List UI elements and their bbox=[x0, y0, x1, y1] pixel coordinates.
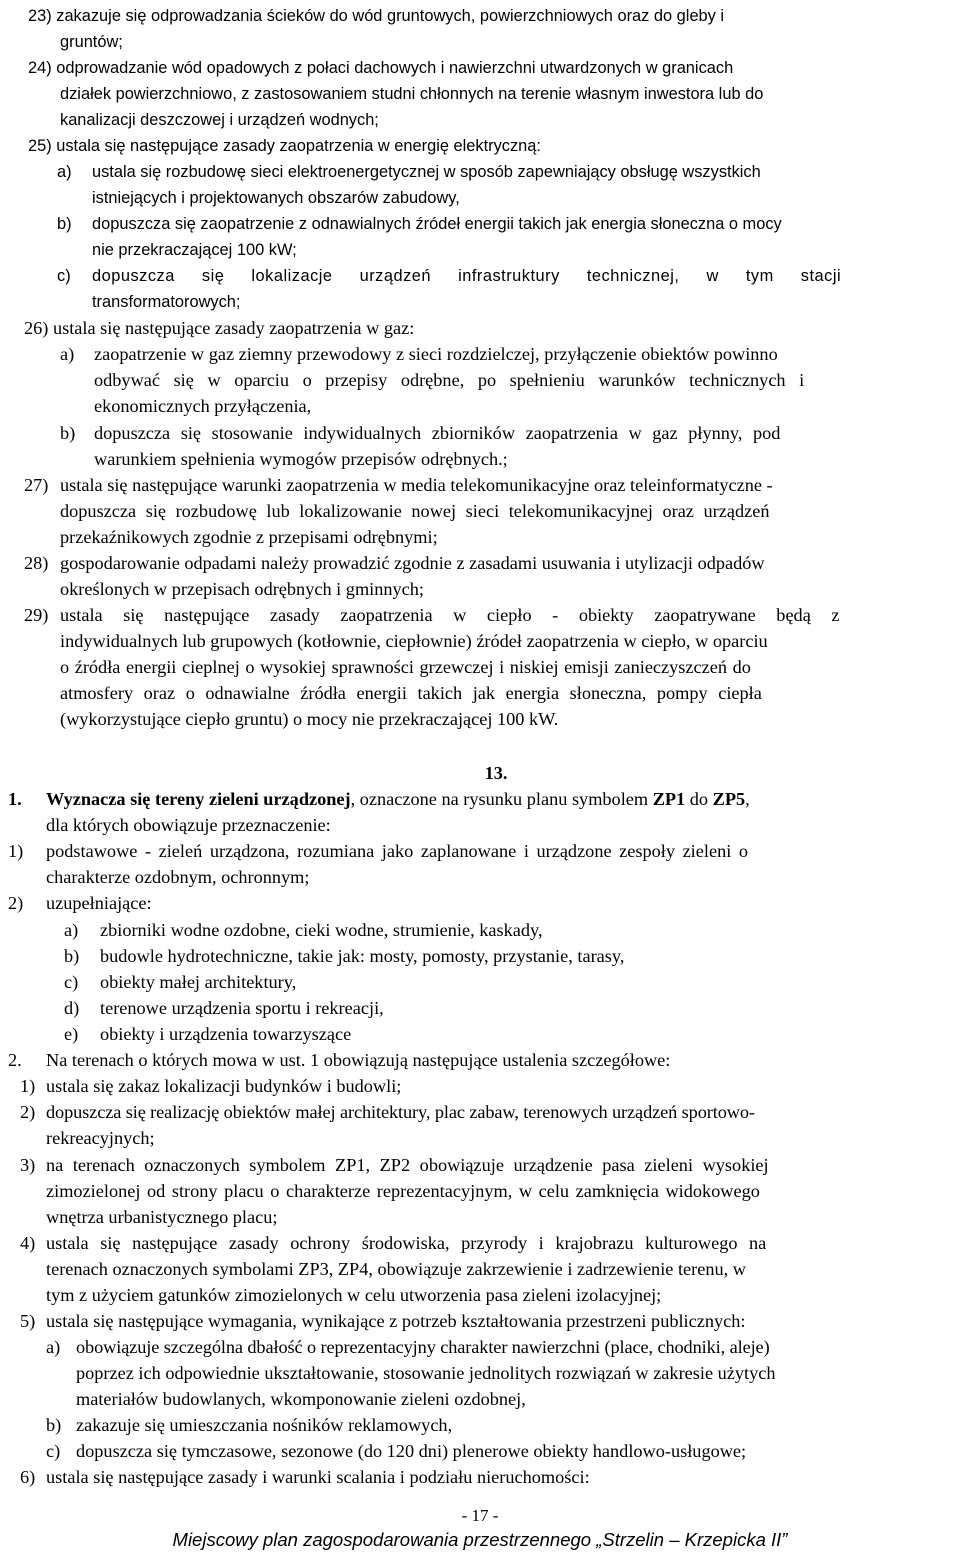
text-line: atmosfery oraz o odnawialne źródła energii takich jak energia słoneczna, pompy ciepła bbox=[60, 683, 762, 703]
list-item: b) bbox=[60, 423, 76, 443]
text-line: indywidualnych lub grupowych (kotłownie, ciepłownie) źródeł zaopatrzenia w ciepło, w oparciu bbox=[60, 631, 768, 651]
list-item: 1) bbox=[8, 841, 24, 861]
text-line: budowle hydrotechniczne, takie jak: mosty, pomosty, przystanie, tarasy, bbox=[100, 946, 625, 966]
text-line: dopuszcza się realizację obiektów małej architektury, plac zabaw, terenowych urządzeń sportowo- bbox=[46, 1102, 755, 1122]
text-line: określonych w przepisach odrębnych i gminnych; bbox=[60, 579, 425, 599]
text-line: ustala się następujące zasady ochrony środowiska, przyrody i krajobrazu kulturowego na bbox=[46, 1233, 767, 1253]
text-line: zaopatrzenie w gaz ziemny przewodowy z sieci rozdzielczej, przyłączenie obiektów powinno bbox=[94, 344, 778, 364]
text-line: dla których obowiązuje przeznaczenie: bbox=[46, 815, 331, 835]
list-item: 29) bbox=[24, 605, 49, 625]
text-line: ustala się zakaz lokalizacji budynków i budowli; bbox=[46, 1076, 402, 1096]
text-line: (wykorzystujące ciepło gruntu) o mocy nie przekraczającej 100 kW. bbox=[60, 709, 559, 729]
text-line: o źródła energii cieplnej o wysokiej sprawności grzewczej i niskiej emisji zanieczyszczeń do bbox=[60, 657, 751, 677]
text-line: obowiązuje szczególna dbałość o reprezentacyjny charakter nawierzchni (place, chodniki, aleje) bbox=[76, 1337, 770, 1357]
text-line: dopuszcza się rozbudowę lub lokalizowanie nowej sieci telekomunikacyjnej oraz urządzeń bbox=[60, 501, 770, 521]
text-line: terenowe urządzenia sportu i rekreacji, bbox=[100, 998, 384, 1018]
text-line: obiekty i urządzenia towarzyszące bbox=[100, 1024, 352, 1044]
list-item: e) bbox=[64, 1024, 79, 1044]
list-item: 6) bbox=[20, 1467, 36, 1487]
list-item: 1) bbox=[20, 1076, 36, 1096]
text-line: 24) odprowadzanie wód opadowych z połaci dachowych i nawierzchni utwardzonych w granicach bbox=[28, 59, 734, 77]
section-heading: 13. bbox=[484, 763, 508, 783]
text-line: ustala się następujące zasady zaopatrzenia w ciepło - obiekty zaopatrywane będą z bbox=[60, 605, 840, 625]
list-item: 2) bbox=[8, 893, 24, 913]
list-item: 4) bbox=[20, 1233, 36, 1253]
list-item: 3) bbox=[20, 1155, 36, 1175]
text-line: na terenach oznaczonych symbolem ZP1, ZP2 obowiązuje urządzenie pasa zieleni wysokiej bbox=[46, 1155, 769, 1175]
text-line: podstawowe - zieleń urządzona, rozumiana jako zaplanowane i urządzone zespoły zieleni o bbox=[46, 841, 748, 861]
text-line: uzupełniające: bbox=[46, 893, 152, 913]
text-line: kanalizacji deszczowej i urządzeń wodnych; bbox=[60, 111, 379, 129]
text-line: materiałów budowlanych, wkomponowanie zieleni ozdobnej, bbox=[76, 1389, 526, 1409]
text-line: ustala się następujące wymagania, wynikające z potrzeb kształtowania przestrzeni publicznych: bbox=[46, 1311, 746, 1331]
text-line: rekreacyjnych; bbox=[46, 1128, 155, 1148]
text-line: warunkiem spełnienia wymogów przepisów odrębnych.; bbox=[94, 449, 508, 469]
list-item: 27) bbox=[24, 475, 49, 495]
text-line: działek powierzchniowo, z zastosowaniem studni chłonnych na terenie własnym inwestora lub do bbox=[60, 85, 764, 103]
text-line: gruntów; bbox=[60, 33, 123, 51]
text-line: ustala się następujące warunki zaopatrzenia w media telekomunikacyjne oraz teleinformatyczne - bbox=[60, 475, 773, 495]
list-item: c) bbox=[64, 972, 79, 992]
list-item: 2. bbox=[8, 1050, 22, 1070]
list-item: a) bbox=[60, 344, 75, 364]
list-item: d) bbox=[64, 998, 80, 1018]
text-line: 25) ustala się następujące zasady zaopatrzenia w energię elektryczną: bbox=[28, 137, 541, 155]
list-item: c) bbox=[46, 1441, 61, 1461]
text-line: zakazuje się umieszczania nośników reklamowych, bbox=[76, 1415, 453, 1435]
text-line: zimozielonej od strony placu o charakterze reprezentacyjnym, w celu zamknięcia widokowego bbox=[46, 1181, 760, 1201]
text-line: tym z użyciem gatunków zimozielonych w celu utworzenia pasa zieleni izolacyjnej; bbox=[46, 1285, 662, 1305]
text-line: obiekty małej architektury, bbox=[100, 972, 297, 992]
list-item: a) bbox=[64, 920, 79, 940]
text-line: wnętrza urbanistycznego placu; bbox=[46, 1207, 278, 1227]
text-line: odbywać się w oparciu o przepisy odrębne, po spełnieniu warunków technicznych i bbox=[94, 370, 805, 390]
text-line: istniejących i projektowanych obszarów zabudowy, bbox=[92, 189, 460, 207]
page-footer: Miejscowy plan zagospodarowania przestrzennego „Strzelin – Krzepicka II” bbox=[172, 1529, 788, 1550]
text-line: charakterze ozdobnym, ochronnym; bbox=[46, 867, 310, 887]
text-line: 23) zakazuje się odprowadzania ścieków do wód gruntowych, powierzchniowych oraz do gleby i bbox=[28, 7, 725, 25]
list-item: 26) ustala się następujące zasady zaopatrzenia w gaz: bbox=[24, 318, 415, 338]
text-line: dopuszcza się tymczasowe, sezonowe (do 120 dni) plenerowe obiekty handlowo-usługowe; bbox=[76, 1441, 747, 1461]
text-line: ekonomicznych przyłączenia, bbox=[94, 396, 312, 416]
page-number: - 17 - bbox=[461, 1506, 499, 1525]
text-line: dopuszcza się stosowanie indywidualnych zbiorników zaopatrzenia w gaz płynny, pod bbox=[94, 423, 781, 443]
list-item: 28) bbox=[24, 553, 49, 573]
text-line: zbiorniki wodne ozdobne, cieki wodne, strumienie, kaskady, bbox=[100, 920, 543, 940]
text-line: poprzez ich odpowiednie ukształtowanie, stosowanie jednolitych rozwiązań w zakresie użytych bbox=[76, 1363, 776, 1383]
text-line: nie przekraczającej 100 kW; bbox=[92, 241, 297, 259]
text-line: ustala się następujące zasady i warunki scalania i podziału nieruchomości: bbox=[46, 1467, 590, 1487]
text-line: Na terenach o których mowa w ust. 1 obowiązują następujące ustalenia szczegółowe: bbox=[46, 1050, 671, 1070]
list-item: b) bbox=[46, 1415, 62, 1435]
text-line: gospodarowanie odpadami należy prowadzić zgodnie z zasadami usuwania i utylizacji odpadów bbox=[60, 553, 765, 573]
document-page: 23) zakazuje się odprowadzania ścieków do wód gruntowych, powierzchniowych oraz do gleby i gruntów; 24) odprowadzanie wód opadowych z połaci dachowych i nawierzchni utwardzonych w granicach działek powierzchniowo, z zastosowaniem studni chłonnych na terenie własnym inwestora lub do kanalizacji deszczowej i urządzeń wodnych; 25) ustala się następujące zasady zaopatrzenia w energię elektryczną: a) ustala się rozbudowę sieci elektroenergetycznej w sposób zapewniający obsługę wszystkich istniejących i projektowanych obszarów zabudowy, b) dopuszcza się zaopatrzenie z odnawialnych źródeł energii takich jak energia słoneczna o mocy nie przekraczającej 100 kW; c) dopuszcza się lokalizacje urządzeń infrastruktury technicznej, w tym stacji transformatorowych; 26) ustala się następujące zasady zaopatrzenia w gaz: a) zaopatrzenie w gaz ziemny przewodowy z sieci rozdzielczej, przyłączenie obiektów powinno odbywać się w oparciu o przepisy odrębne, po spełnieniu warunków technicznych i ekonomicznych przyłączenia, b) dopuszcza się stosowanie indywidualnych zbiorników zaopatrzenia w gaz płynny, pod warunkiem spełnienia wymogów przepisów odrębnych.; 27) ustala się następujące warunki zaopatrzenia w media telekomunikacyjne oraz teleinformatyczne - dopuszcza się rozbudowę lub lokalizowanie nowej sieci telekomunikacyjnej oraz urządzeń przekaźnikowych zgodnie z przepisami odrębnymi; 28) gospodarowanie odpadami należy prowadzić zgodnie z zasadami usuwania i utylizacji odpadów określonych w przepisach odrębnych i gminnych; 29) ustala się następujące zasady zaopatrzenia w ciepło - obiekty zaopatrywane będą z indywidualnych lub grupowych (kotłownie, ciepłownie) źródeł zaopatrzenia w ciepło, w oparciu o źródła energii cieplnej o wysokiej sprawności grzewczej i niskiej emisji zanieczyszczeń do atmosfery oraz o odnawialne źródła energii takich jak energia słoneczna, pompy ciepła (wykorzystujące ciepło gruntu) o mocy nie przekraczającej 100 kW. 13. 1. Wyznacza się tereny zieleni urządzonej, oznaczone na rysunku planu symbolem ZP1 do ZP5, dla których obowiązuje przeznaczenie: 1) podstawowe - zieleń urządzona, rozumiana jako zaplanowane i urządzone zespoły zieleni o charakterze ozdobnym, ochronnym; 2) uzupełniające: a) zbiorniki wodne ozdobne, cieki wodne, strumienie, kaskady, b) budowle hydrotechniczne, takie jak: mosty, pomosty, przystanie, tarasy, c) obiekty małej architektury, d) terenowe urządzenia sportu i rekreacji, e) obiekty i urządzenia towarzyszące 2. Na terenach o których mowa w ust. 1 obowiązują następujące ustalenia szczegółowe: 1) ustala się zakaz lokalizacji budynków i budowli; 2) dopuszcza się realizację obiektów małej architektury, plac zabaw, terenowych urządzeń sportowo- rekreacyjnych; 3) na terenach oznaczonych symbolem ZP1, ZP2 obowiązuje urządzenie pasa zieleni wysokiej zimozielonej od strony placu o charakterze reprezentacyjnym, w celu zamknięcia widokowego wnętrza urbanistycznego placu; 4) ustala się następujące zasady ochrony środowiska, przyrody i krajobrazu kulturowego na terenach oznaczonych symbolami ZP3, ZP4, obowiązuje zakrzewienie i zadrzewienie terenu, w tym z użyciem gatunków zimozielonych w celu utworzenia pasa zieleni izolacyjnej; 5) ustala się następujące wymagania, wynikające z potrzeb kształtowania przestrzeni publicznych: a) obowiązuje szczególna dbałość o reprezentacyjny charakter nawierzchni (place, chodniki, aleje) poprzez ich odpowiednie ukształtowanie, stosowanie jednolitych rozwiązań w zakresie użytych materiałów budowlanych, wkomponowanie zieleni ozdobnej, b) zakazuje się umieszczania nośników reklamowych, c) dopuszcza się tymczasowe, sezonowe (do 120 dni) plenerowe obiekty handlowo-usługowe; 6) ustala się następujące zasady i warunki scalania i podziału nieruchomości: - 17 - Miejscowy plan zagospodarowania przestrzennego „Strzelin – Krzepicka II” bbox=[0, 0, 960, 1554]
text-line: Wyznacza się tereny zieleni urządzonej, oznaczone na rysunku planu symbolem ZP1 do ZP5, bbox=[46, 789, 750, 809]
list-item: c) bbox=[57, 267, 71, 285]
list-item: 5) bbox=[20, 1311, 36, 1331]
list-item: b) bbox=[64, 946, 80, 966]
list-item: 2) bbox=[20, 1102, 36, 1122]
text-line: transformatorowych; bbox=[92, 293, 241, 311]
list-item: 1. bbox=[8, 789, 22, 809]
list-item: a) bbox=[46, 1337, 61, 1357]
text-line: terenach oznaczonych symbolami ZP3, ZP4, obowiązuje zakrzewienie i zadrzewienie terenu, w bbox=[46, 1259, 746, 1279]
text-line: przekaźnikowych zgodnie z przepisami odrębnymi; bbox=[60, 527, 438, 547]
text-line: dopuszcza się lokalizacje urządzeń infrastruktury technicznej, w tym stacji bbox=[92, 267, 842, 285]
